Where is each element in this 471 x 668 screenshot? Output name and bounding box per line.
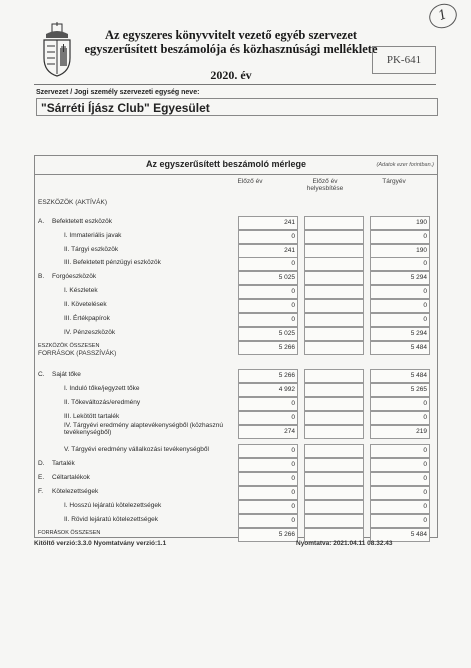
value-cell-curr[interactable]: 190 bbox=[370, 216, 430, 230]
row-index: A. bbox=[38, 218, 45, 225]
row-label: FORRÁSOK ÖSSZESEN bbox=[38, 530, 101, 536]
row-index: F. bbox=[38, 488, 44, 495]
value-cell-prev[interactable]: 0 bbox=[238, 285, 298, 299]
value-cell-prev[interactable]: 5 025 bbox=[238, 327, 298, 341]
page-number-mark: 1 bbox=[426, 0, 461, 32]
row-index: C. bbox=[38, 371, 45, 378]
row-label: I. Készletek bbox=[64, 287, 98, 294]
value-cell-curr[interactable]: 0 bbox=[370, 500, 430, 514]
value-cell-prev[interactable]: 0 bbox=[238, 472, 298, 486]
row-label: III. Befektetett pénzügyi eszközök bbox=[64, 259, 161, 266]
section-liabilities: FORRÁSOK (PASSZÍVÁK) bbox=[38, 350, 117, 357]
value-cell-corr[interactable] bbox=[304, 411, 364, 425]
value-cell-curr[interactable]: 5 294 bbox=[370, 327, 430, 341]
form-title bbox=[80, 28, 382, 83]
value-cell-curr[interactable]: 0 bbox=[370, 472, 430, 486]
value-cell-prev[interactable]: 5 266 bbox=[238, 369, 298, 383]
value-cell-curr[interactable]: 0 bbox=[370, 397, 430, 411]
value-cell-prev[interactable]: 0 bbox=[238, 411, 298, 425]
value-cell-curr[interactable]: 0 bbox=[370, 299, 430, 313]
value-cell-curr[interactable]: 5 484 bbox=[370, 369, 430, 383]
org-name-field[interactable]: "Sárréti Íjász Club" Egyesület bbox=[36, 98, 438, 116]
row-label: II. Követelések bbox=[64, 301, 107, 308]
coat-of-arms-icon bbox=[40, 22, 74, 78]
value-cell-prev[interactable]: 0 bbox=[238, 397, 298, 411]
value-cell-corr[interactable] bbox=[304, 514, 364, 528]
value-cell-corr[interactable] bbox=[304, 500, 364, 514]
value-cell-curr[interactable]: 5 484 bbox=[370, 528, 430, 542]
row-label: I. Immateriális javak bbox=[64, 232, 122, 239]
value-cell-curr[interactable]: 0 bbox=[370, 313, 430, 327]
org-label: Szervezet / Jogi személy szervezeti egység neve: bbox=[36, 89, 200, 96]
row-label: IV. Pénzeszközök bbox=[64, 329, 116, 336]
value-cell-prev[interactable]: 0 bbox=[238, 458, 298, 472]
row-label: II. Tőkeváltozás/eredmény bbox=[64, 399, 141, 406]
value-cell-corr[interactable] bbox=[304, 383, 364, 397]
value-cell-curr[interactable]: 0 bbox=[370, 458, 430, 472]
value-cell-prev[interactable]: 0 bbox=[238, 257, 298, 271]
title-line-1: Az egyszeres könyvvitelt vezető egyéb szervezet bbox=[104, 28, 358, 42]
row-label: Befektetett eszközök bbox=[52, 218, 112, 225]
value-cell-curr[interactable]: 0 bbox=[370, 285, 430, 299]
value-cell-prev[interactable]: 5 025 bbox=[238, 271, 298, 285]
value-cell-prev[interactable]: 0 bbox=[238, 299, 298, 313]
value-cell-prev[interactable]: 0 bbox=[238, 486, 298, 500]
row-index: B. bbox=[38, 273, 45, 280]
value-cell-curr[interactable]: 0 bbox=[370, 486, 430, 500]
row-label: IV. Tárgyévi eredmény alaptevékenységből (közhasznú tevékenységből) bbox=[64, 422, 223, 436]
balance-sheet-header bbox=[34, 155, 438, 175]
unit-note: (Adatok ezer forintban.) bbox=[376, 162, 434, 168]
row-index: E. bbox=[38, 474, 45, 481]
col-header-correction: Előző év helyesbítése bbox=[306, 178, 344, 192]
row-label: III. Értékpapírok bbox=[64, 315, 110, 322]
value-cell-corr[interactable] bbox=[304, 425, 364, 439]
value-cell-corr[interactable] bbox=[304, 486, 364, 500]
value-cell-curr[interactable]: 190 bbox=[370, 244, 430, 258]
print-timestamp: Nyomtatva: 2021.04.11 08.32.43 bbox=[296, 540, 393, 547]
value-cell-prev[interactable]: 0 bbox=[238, 514, 298, 528]
value-cell-curr[interactable]: 0 bbox=[370, 230, 430, 244]
row-label: Céltartalékok bbox=[52, 474, 90, 481]
value-cell-corr[interactable] bbox=[304, 397, 364, 411]
row-label: II. Tárgyi eszközök bbox=[64, 246, 119, 253]
value-cell-curr[interactable]: 0 bbox=[370, 257, 430, 271]
divider bbox=[34, 84, 436, 85]
value-cell-corr[interactable] bbox=[304, 257, 364, 271]
value-cell-corr[interactable] bbox=[304, 444, 364, 458]
value-cell-corr[interactable] bbox=[304, 285, 364, 299]
row-label: II. Rövid lejáratú kötelezettségek bbox=[64, 516, 158, 523]
value-cell-curr[interactable]: 0 bbox=[370, 444, 430, 458]
row-label: III. Lekötött tartalék bbox=[64, 413, 120, 420]
section-assets: ESZKÖZÖK (AKTÍVÁK) bbox=[38, 199, 107, 206]
row-label: ESZKÖZÖK ÖSSZESEN bbox=[38, 343, 100, 349]
value-cell-prev[interactable]: 5 266 bbox=[238, 341, 298, 355]
value-cell-prev[interactable]: 0 bbox=[238, 444, 298, 458]
title-line-2: egyszerűsített beszámolója és közhasznúsági melléklete bbox=[84, 42, 378, 56]
value-cell-prev[interactable]: 0 bbox=[238, 230, 298, 244]
value-cell-prev[interactable]: 4 992 bbox=[238, 383, 298, 397]
col-header-prev: Előző év bbox=[237, 178, 263, 185]
value-cell-corr[interactable] bbox=[304, 369, 364, 383]
value-cell-corr[interactable] bbox=[304, 216, 364, 230]
row-index: D. bbox=[38, 460, 45, 467]
value-cell-corr[interactable] bbox=[304, 244, 364, 258]
value-cell-curr[interactable]: 0 bbox=[370, 411, 430, 425]
value-cell-corr[interactable] bbox=[304, 327, 364, 341]
value-cell-corr[interactable] bbox=[304, 472, 364, 486]
value-cell-corr[interactable] bbox=[304, 313, 364, 327]
value-cell-curr[interactable]: 5 484 bbox=[370, 341, 430, 355]
form-code-box: PK-641 bbox=[372, 46, 436, 74]
value-cell-corr[interactable] bbox=[304, 458, 364, 472]
value-cell-corr[interactable] bbox=[304, 299, 364, 313]
value-cell-prev[interactable]: 241 bbox=[238, 216, 298, 230]
row-label: Kötelezettségek bbox=[52, 488, 99, 495]
value-cell-prev[interactable]: 0 bbox=[238, 313, 298, 327]
value-cell-curr[interactable]: 0 bbox=[370, 514, 430, 528]
row-label: I. Hosszú lejáratú kötelezettségek bbox=[64, 502, 162, 509]
value-cell-corr[interactable] bbox=[304, 271, 364, 285]
value-cell-curr[interactable]: 219 bbox=[370, 425, 430, 439]
col-header-current: Tárgyév bbox=[382, 178, 406, 185]
report-year: 2020. év bbox=[210, 68, 252, 82]
row-label: Saját tőke bbox=[52, 371, 81, 378]
value-cell-corr[interactable] bbox=[304, 230, 364, 244]
row-label: V. Tárgyévi eredmény vállalkozási tevékenységből bbox=[64, 446, 209, 453]
row-label: Tartalék bbox=[52, 460, 75, 467]
value-cell-corr[interactable] bbox=[304, 341, 364, 355]
row-label: Forgóeszközök bbox=[52, 273, 97, 280]
balance-sheet-title: Az egyszerűsített beszámoló mérlege bbox=[146, 159, 307, 169]
table-row bbox=[34, 422, 438, 441]
value-cell-curr[interactable]: 5 294 bbox=[370, 271, 430, 285]
row-label: I. Induló tőke/jegyzett tőke bbox=[64, 385, 140, 392]
value-cell-prev[interactable]: 0 bbox=[238, 500, 298, 514]
value-cell-prev[interactable]: 274 bbox=[238, 425, 298, 439]
value-cell-prev[interactable]: 5 266 bbox=[238, 528, 298, 542]
value-cell-curr[interactable]: 5 265 bbox=[370, 383, 430, 397]
version-info: Kitöltő verzió:3.3.0 Nyomtatvány verzió:1.1 bbox=[34, 540, 167, 547]
value-cell-prev[interactable]: 241 bbox=[238, 244, 298, 258]
